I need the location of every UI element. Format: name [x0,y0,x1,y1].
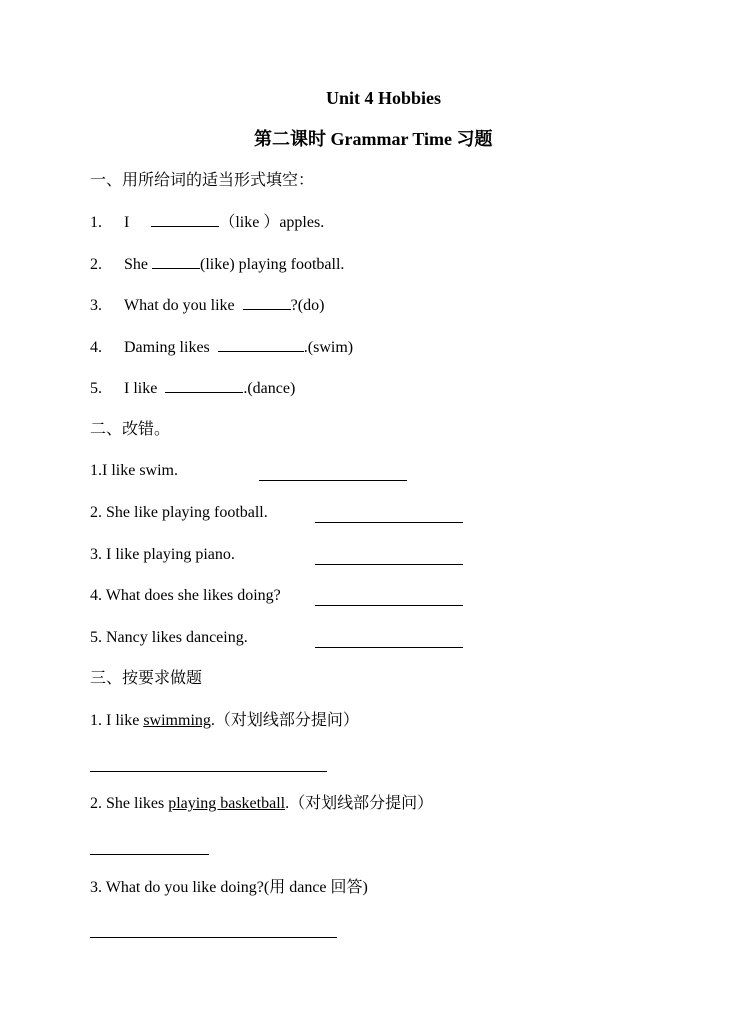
answer-blank[interactable] [218,337,304,352]
answer-line[interactable] [315,564,463,565]
answer-blank[interactable] [165,378,243,393]
item-text: I [124,214,130,231]
item-text: Daming likes [124,339,210,356]
list-item: 3. I like playing piano. [90,546,235,563]
answer-line[interactable] [259,480,407,481]
list-item [90,378,295,399]
list-item [90,254,344,275]
answer-line[interactable] [315,647,463,648]
list-item [90,212,324,233]
item-text: What do you like [124,297,235,314]
section2-heading: 二、改错。 [90,421,171,438]
question-instruction: .（对划线部分提问） [285,795,434,812]
item-number: 4. [90,339,102,356]
item-hint: .(swim) [303,339,354,356]
answer-blank[interactable] [152,254,200,269]
list-item [90,337,353,358]
underlined-word: playing basketball [168,795,286,812]
section3-heading: 三、按要求做题 [90,670,203,687]
list-item: 2. She like playing football. [90,504,268,521]
answer-line[interactable] [315,605,463,606]
item-hint: (like) playing football. [200,256,345,273]
underlined-word: swimming [143,712,211,729]
item-hint: .(dance) [243,380,296,397]
item-number: 2. [90,256,102,273]
section1-heading: 一、用所给词的适当形式填空： [90,172,315,189]
item-number: 3. [90,297,102,314]
page-subtitle: 第二课时 Grammar Time 习题 [254,129,493,149]
item-hint: ?(do) [290,297,325,314]
question-instruction: .（对划线部分提问） [210,712,359,729]
item-number: 5. [90,380,102,397]
answer-blank[interactable] [151,212,219,227]
item-text: I like [124,380,158,397]
question-text: 2. She likes [90,795,169,812]
answer-blank[interactable] [243,295,291,310]
page-title: Unit 4 Hobbies [326,88,442,108]
question-3: 3. What do you like doing?(用 dance 回答) [90,879,368,896]
answer-line[interactable] [90,854,209,855]
item-number: 1. [90,214,102,231]
list-item: 1.I like swim. [90,462,178,479]
list-item: 5. Nancy likes danceing. [90,629,248,646]
answer-line[interactable] [90,771,327,772]
list-item: 4. What does she likes doing? [90,587,281,604]
item-text: She [124,256,148,273]
question-text: 1. I like [90,712,144,729]
question-1 [90,711,359,731]
item-hint: （like ）apples. [219,214,325,231]
answer-line[interactable] [315,522,463,523]
list-item [90,295,324,316]
answer-line[interactable] [90,937,337,938]
question-2 [90,794,433,814]
